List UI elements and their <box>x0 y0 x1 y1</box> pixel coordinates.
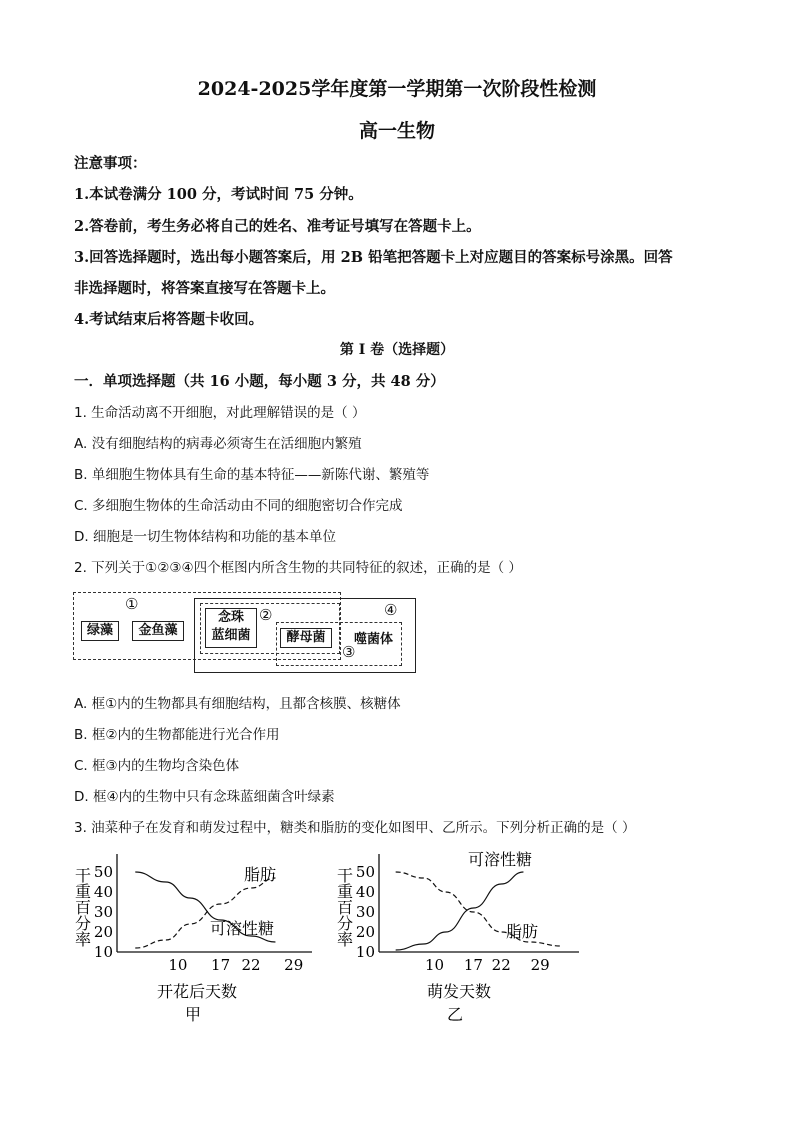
organism-yeast: 酵母菌 <box>280 628 332 648</box>
series-line-solid <box>396 872 524 950</box>
chart-caption: 甲 <box>184 1005 202 1024</box>
x-axis-label: 萌发天数 <box>426 982 492 1001</box>
y-axis-label: 干重百分率 <box>334 867 354 947</box>
x-tick-label: 29 <box>284 956 304 974</box>
question-2-option-d: D. 框④内的生物中只有念珠蓝细菌含叶绿素 <box>74 789 335 805</box>
x-tick-label: 22 <box>491 956 511 974</box>
y-tick-label: 20 <box>355 923 375 941</box>
notes-heading: 注意事项： <box>74 155 147 172</box>
y-tick-label: 40 <box>355 883 375 901</box>
question-1-option-a: A. 没有细胞结构的病毒必须寄生在活细胞内繁殖 <box>74 436 362 452</box>
x-tick-label: 29 <box>530 956 550 974</box>
chart-caption: 乙 <box>446 1005 464 1024</box>
question-3-stem: 3. 油菜种子在发育和萌发过程中，糖类和脂肪的变化如图甲、乙所示。下列分析正确的是（ ） <box>74 820 636 836</box>
series-label: 可溶性糖 <box>209 919 275 938</box>
nostoc-label-line2: 蓝细菌 <box>211 628 251 643</box>
y-tick-label: 50 <box>355 863 375 881</box>
question-1-option-b: B. 单细胞生物体具有生命的基本特征——新陈代谢、繁殖等 <box>74 467 430 483</box>
y-tick-label: 10 <box>93 943 113 961</box>
question-1-option-c: C. 多细胞生物体的生命活动由不同的细胞密切合作完成 <box>74 498 403 514</box>
part-title: 第 I 卷（选择题） <box>339 342 455 358</box>
organism-phage: 噬菌体 <box>354 632 394 647</box>
note-item: 2.答卷前，考生务必将自己的姓名、准考证号填写在答题卡上。 <box>74 218 481 235</box>
section-title: 一．单项选择题（共 16 小题，每小题 3 分，共 48 分） <box>74 373 445 390</box>
question-1-stem: 1. 生命活动离不开细胞，对此理解错误的是（ ） <box>74 405 366 421</box>
series-label: 脂肪 <box>243 865 277 884</box>
y-tick-label: 10 <box>355 943 375 961</box>
question-2-option-c: C. 框③内的生物均含染色体 <box>74 758 240 774</box>
question-2-option-b: B. 框②内的生物都能进行光合作用 <box>74 727 280 743</box>
note-item: 4.考试结束后将答题卡收回。 <box>74 311 264 328</box>
x-tick-label: 10 <box>425 956 445 974</box>
x-tick-label: 17 <box>211 956 231 974</box>
organism-green-algae: 绿藻 <box>81 621 119 641</box>
y-axis-label: 干重百分率 <box>72 867 92 947</box>
nostoc-label-line1: 念珠 <box>217 610 244 625</box>
y-tick-label: 30 <box>93 903 113 921</box>
note-item: 非选择题时，将答案直接写在答题卡上。 <box>74 280 335 297</box>
x-tick-label: 22 <box>241 956 261 974</box>
series-label: 脂肪 <box>505 922 539 941</box>
y-tick-label: 40 <box>93 883 113 901</box>
exam-subject: 高一生物 <box>358 120 435 142</box>
chart-yi <box>332 845 592 1025</box>
x-tick-label: 17 <box>463 956 483 974</box>
mark-1: ① <box>125 595 139 613</box>
y-tick-label: 50 <box>93 863 113 881</box>
y-tick-label: 30 <box>355 903 375 921</box>
chart-jia <box>70 845 330 1025</box>
x-axis-label: 开花后天数 <box>156 982 238 1001</box>
note-item: 1.本试卷满分 100 分，考试时间 75 分钟。 <box>74 186 363 203</box>
x-tick-label: 10 <box>168 956 188 974</box>
question-1-option-d: D. 细胞是一切生物体结构和功能的基本单位 <box>74 529 336 545</box>
note-item: 3.回答选择题时，选出每小题答案后，用 2B 铅笔把答题卡上对应题目的答案标号涂黑。回答 <box>74 249 673 266</box>
question-2-stem: 2. 下列关于①②③④四个框图内所含生物的共同特征的叙述，正确的是（ ） <box>74 560 522 576</box>
series-label: 可溶性糖 <box>467 850 533 869</box>
exam-title: 2024-2025学年度第一学期第一次阶段性检测 <box>197 78 597 100</box>
y-tick-label: 20 <box>93 923 113 941</box>
mark-2: ② <box>259 606 273 624</box>
question-2-option-a: A. 框①内的生物都具有细胞结构，且都含核膜、核糖体 <box>74 696 401 712</box>
organism-hornwort: 金鱼藻 <box>132 621 184 641</box>
mark-4: ④ <box>384 601 398 619</box>
mark-3: ③ <box>342 643 356 661</box>
organism-nostoc <box>205 608 257 648</box>
